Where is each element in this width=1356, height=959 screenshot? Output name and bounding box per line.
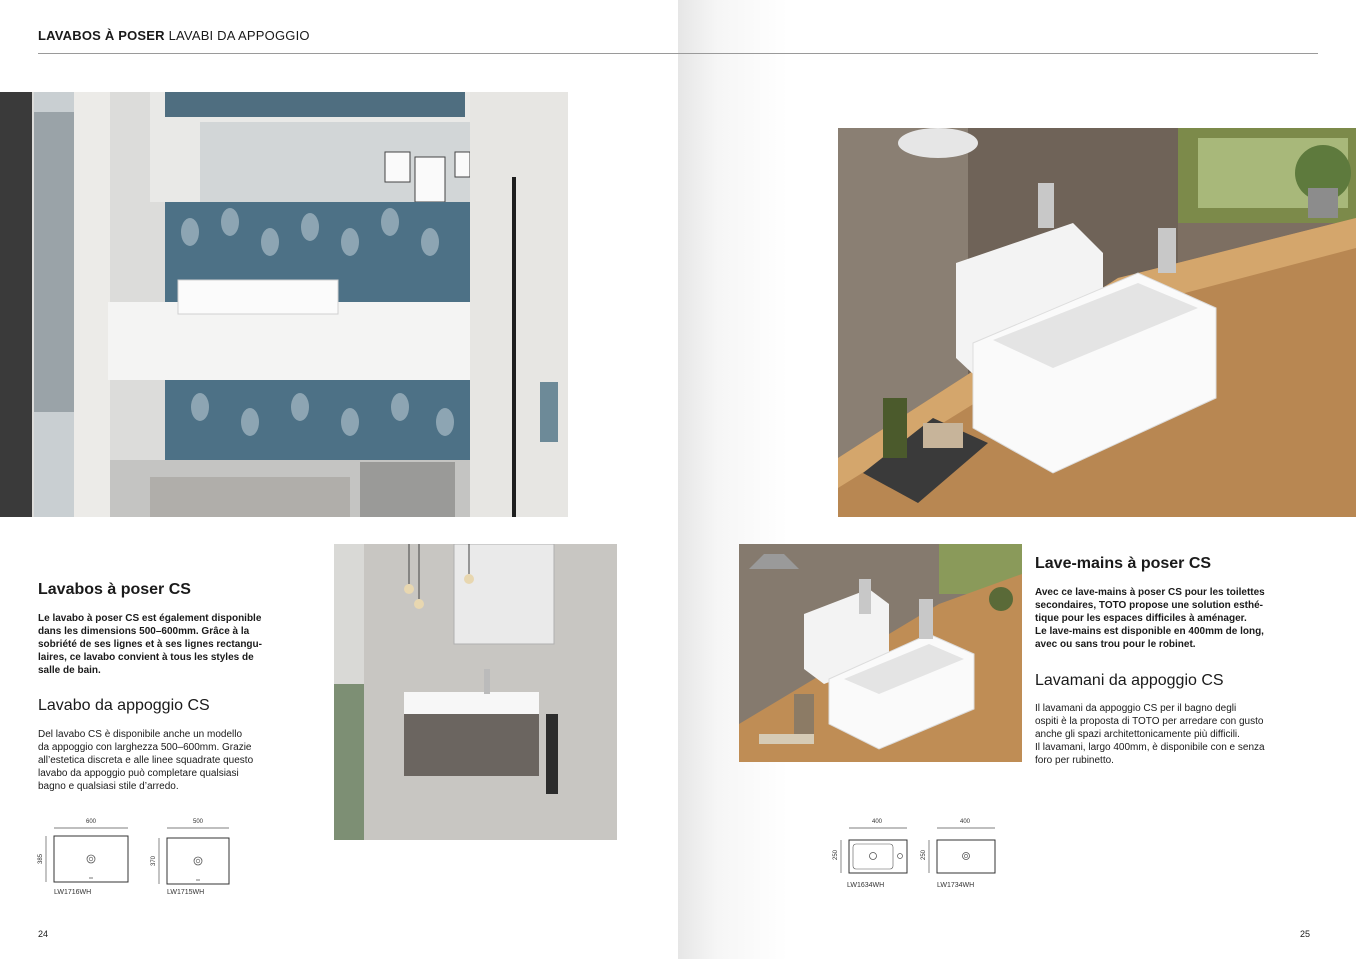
drawing-width-label: 500 bbox=[193, 819, 204, 825]
it-paragraph-right bbox=[1035, 702, 1265, 767]
countertop-photo-small bbox=[739, 544, 1022, 762]
it-title-lavamani: Lavamani da appoggio CS bbox=[1035, 672, 1224, 689]
fr-line: Le lavabo à poser CS est également disponible bbox=[38, 613, 262, 624]
it-line: Del lavabo CS è disponibile anche un modello bbox=[38, 729, 243, 740]
fr-line: dans les dimensions 500–600mm. Grâce à la bbox=[38, 626, 250, 637]
fr-paragraph-left bbox=[38, 612, 262, 677]
page-number-right: 25 bbox=[1300, 929, 1311, 939]
drawing-width-label: 400 bbox=[872, 819, 883, 825]
it-line: da appoggio con larghezza 500–600mm. Grazie bbox=[38, 742, 252, 753]
fr-line: laires, ce lavabo convient à tous les styles de bbox=[38, 652, 254, 663]
fr-line: Avec ce lave-mains à poser CS pour les toilettes bbox=[1035, 587, 1265, 598]
header-regular: LAVABI DA APPOGGIO bbox=[168, 28, 310, 43]
it-paragraph-left bbox=[38, 728, 253, 793]
fr-title-lave-mains: Lave-mains à poser CS bbox=[1035, 555, 1212, 572]
fr-line: Le lave-mains est disponible en 400mm de long, bbox=[1035, 626, 1264, 637]
it-line: ospiti è la proposta di TOTO per arredare con gusto bbox=[1035, 716, 1264, 727]
header-rule bbox=[38, 53, 678, 54]
drawing-depth-label: 250 bbox=[921, 849, 928, 861]
drawing-code: LW1715WH bbox=[167, 889, 205, 896]
countertop-photo-main bbox=[838, 128, 1356, 517]
it-line: Il lavamani da appoggio CS per il bagno degli bbox=[1035, 703, 1237, 714]
bathroom-photo-main bbox=[0, 92, 568, 517]
right-page bbox=[678, 0, 1356, 959]
fr-line: secondaires, TOTO propose une solution esthé- bbox=[1035, 600, 1264, 611]
header-bold: LAVABOS À POSER bbox=[38, 28, 165, 43]
fr-paragraph-right bbox=[1035, 586, 1265, 651]
it-title-lavabo: Lavabo da appoggio CS bbox=[38, 697, 210, 714]
drawing-depth-label: 385 bbox=[38, 853, 45, 865]
it-line: lavabo da appoggio può completare qualsiasi bbox=[38, 768, 239, 779]
drawing-depth-label: 370 bbox=[151, 855, 158, 867]
fr-title-lavabos: Lavabos à poser CS bbox=[38, 581, 191, 598]
fr-line: sobriété de ses lignes et à ses lignes rectangu- bbox=[38, 639, 262, 650]
drawing-depth-label: 250 bbox=[833, 849, 840, 861]
drawing-code: LW1716WH bbox=[54, 889, 92, 896]
drawing-width-label: 600 bbox=[86, 819, 97, 825]
it-line: Il lavamani, largo 400mm, è disponibile con e senza bbox=[1035, 742, 1265, 753]
it-line: anche gli spazi architettonicamente più difficili. bbox=[1035, 729, 1240, 740]
section-header bbox=[38, 28, 310, 43]
bathroom-photo-wall-hung bbox=[334, 544, 617, 840]
fr-line: tique pour les espaces difficiles à aménager. bbox=[1035, 613, 1247, 624]
fr-line: salle de bain. bbox=[38, 665, 101, 676]
it-line: all’estetica discreta e alle linee squadrate questo bbox=[38, 755, 254, 766]
it-line: foro per rubinetto. bbox=[1035, 755, 1114, 766]
drawing-code: LW1634WH bbox=[847, 882, 885, 889]
header-rule-right bbox=[678, 53, 1318, 54]
drawing-code: LW1734WH bbox=[937, 882, 975, 889]
drawing-width-label: 400 bbox=[960, 819, 971, 825]
fr-line: avec ou sans trou pour le robinet. bbox=[1035, 639, 1196, 650]
it-line: bagno e qualsiasi stile d’arredo. bbox=[38, 781, 179, 792]
page-number-left: 24 bbox=[38, 929, 49, 939]
